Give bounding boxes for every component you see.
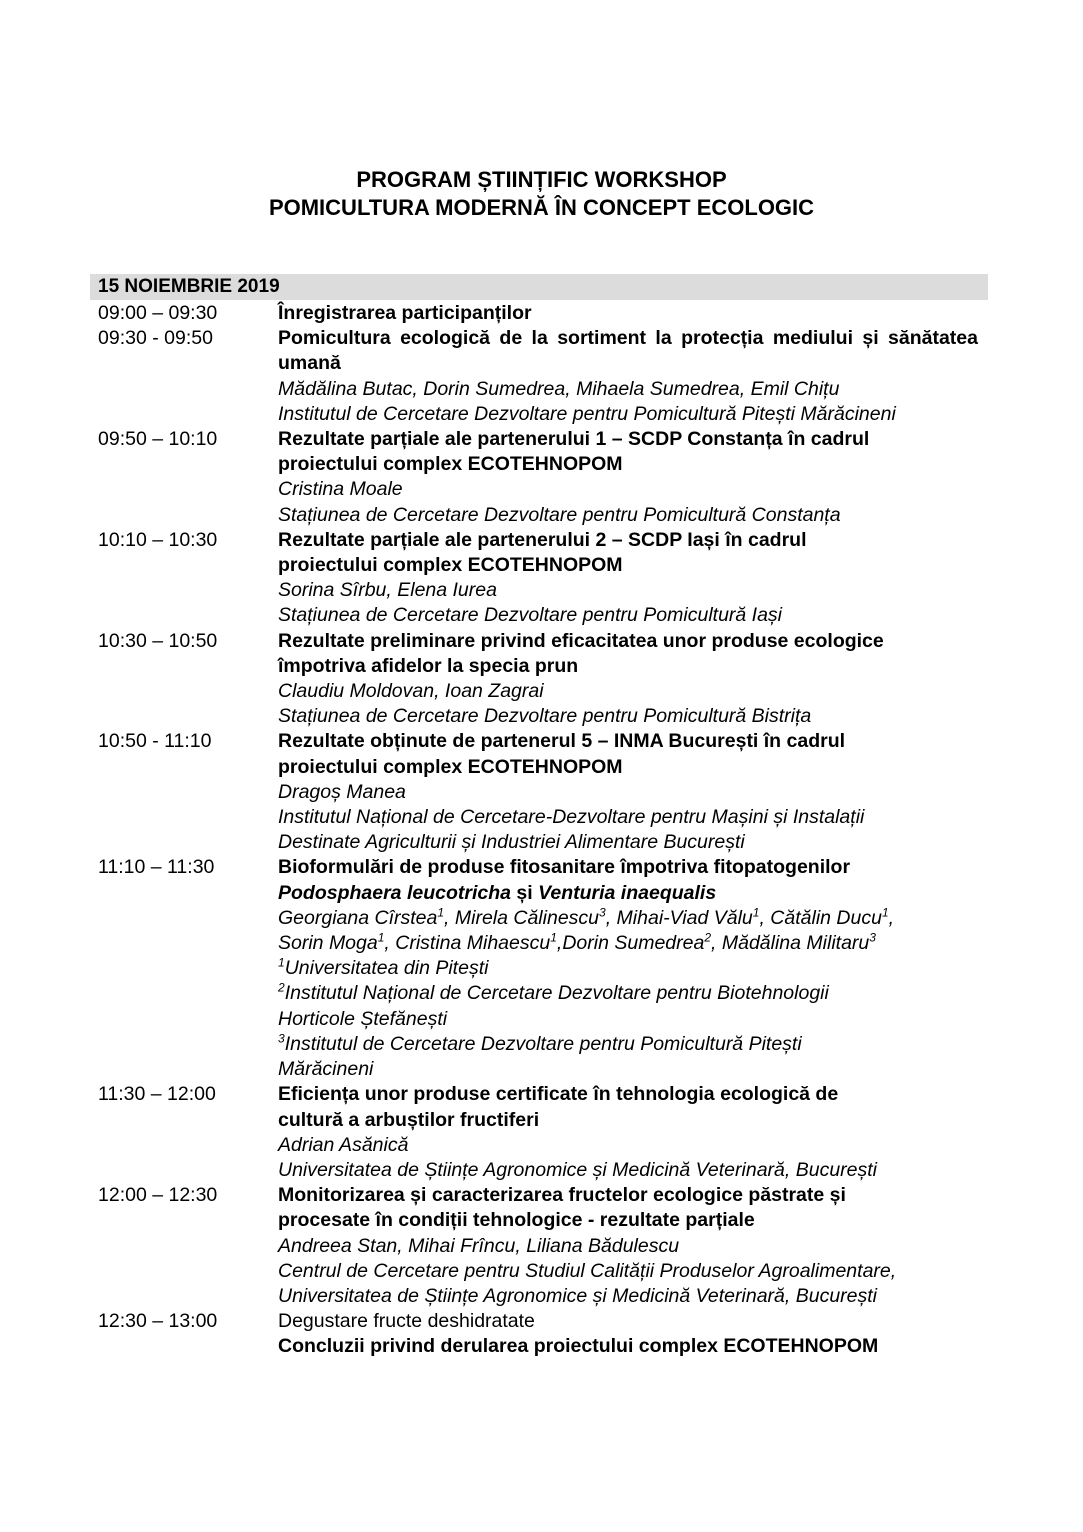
session-time: 12:30 – 13:00 [98, 1310, 218, 1333]
session-content [278, 1082, 978, 1183]
session-item: Degustare fructe deshidratate [278, 1310, 535, 1333]
day-header: 15 NOIEMBRIE 2019 [90, 274, 988, 300]
schedule-row [98, 427, 978, 528]
author-affiliation-mark: 1 [437, 905, 445, 920]
schedule-table [98, 301, 978, 1360]
session-institution-cont: Destinate Agriculturii și Industriei Alimentare București [278, 831, 745, 854]
session-time: 11:10 – 11:30 [98, 856, 215, 879]
affiliation-text: Universitatea din Pitești [284, 957, 489, 980]
session-authors: Cristina Moale [278, 478, 403, 501]
schedule-row [98, 1309, 978, 1359]
session-title: Rezultate parțiale ale partenerului 2 – SCDP Iași în cadrul [278, 528, 807, 551]
affiliation-line [278, 956, 978, 981]
session-authors: Adrian Asănică [278, 1133, 409, 1156]
author-name: Cristina Mihaescu [395, 932, 551, 955]
author-separator: , [605, 906, 617, 929]
session-institution: Stațiunea de Cercetare Dezvoltare pentru Pomicultură Bistrița [278, 705, 812, 728]
session-title-cont: proiectului complex ECOTEHNOPOM [278, 755, 623, 778]
session-institution: Stațiunea de Cercetare Dezvoltare pentru Pomicultură Iași [278, 604, 783, 627]
session-authors: Claudiu Moldovan, Ioan Zagrai [278, 680, 544, 703]
session-time: 09:30 - 09:50 [98, 327, 213, 350]
author-affiliation-mark: 3 [869, 930, 876, 945]
affiliation-mark: 3 [278, 1031, 285, 1046]
session-title: Rezultate obținute de partenerul 5 – INMA București în cadrul [278, 730, 846, 753]
author-name: Cătălin Ducu [770, 906, 882, 929]
session-time: 09:50 – 10:10 [98, 428, 218, 451]
author-affiliation-mark: 1 [377, 930, 385, 945]
schedule-row [98, 629, 978, 730]
session-content [278, 301, 978, 326]
session-content [278, 855, 978, 1082]
session-authors: Mădălina Butac, Dorin Sumedrea, Mihaela Sumedrea, Emil Chițu [278, 377, 840, 400]
affiliation-text: Institutul de Cercetare Dezvoltare pentru Pomicultură Pitești [284, 1032, 802, 1055]
author-affiliation-mark: 1 [752, 905, 760, 920]
session-content [278, 528, 978, 629]
session-time: 09:00 – 09:30 [98, 302, 218, 324]
session-content [278, 326, 978, 427]
session-time: 11:30 – 12:00 [98, 1083, 216, 1106]
session-authors: Dragoș Manea [278, 780, 406, 803]
schedule-row [98, 528, 978, 629]
session-authors: Sorina Sîrbu, Elena Iurea [278, 579, 497, 602]
session-title: Eficiența unor produse certificate în tehnologia ecologică de [278, 1083, 839, 1106]
session-authors: Andreea Stan, Mihai Frîncu, Liliana Bădulescu [278, 1234, 680, 1257]
author-separator: , [556, 932, 563, 955]
author-name: Sorin Moga [278, 932, 378, 955]
affiliation-mark: 2 [278, 980, 285, 995]
session-institution: Institutul de Cercetare Dezvoltare pentru Pomicultură Pitești Mărăcineni [278, 402, 896, 425]
species-name: Podosphaera leucotricha [278, 881, 511, 904]
document-title [0, 166, 1083, 222]
session-title-cont: împotriva afidelor la specia prun [278, 654, 579, 677]
session-title: Rezultate parțiale ale partenerului 1 – SCDP Constanța în cadrul [278, 428, 870, 451]
schedule-row [98, 301, 978, 326]
schedule-row [98, 855, 978, 1082]
session-title-cont: proiectului complex ECOTEHNOPOM [278, 554, 623, 577]
affiliation-line-cont: Mărăcineni [278, 1058, 374, 1081]
author-affiliation-mark: 3 [599, 905, 606, 920]
author-name: Mirela Călinescu [454, 906, 600, 929]
session-institution: Stațiunea de Cercetare Dezvoltare pentru Pomicultură Constanța [278, 503, 841, 526]
session-authors [278, 906, 978, 931]
author-separator: , [444, 906, 455, 929]
session-content [278, 1183, 978, 1309]
author-affiliation-mark: 1 [881, 905, 889, 920]
session-institution: Institutul Național de Cercetare-Dezvoltare pentru Mașini și Instalații [278, 806, 865, 829]
session-title-cont: cultură a arbuștilor fructiferi [278, 1108, 540, 1131]
session-time: 12:00 – 12:30 [98, 1184, 218, 1207]
session-title-cont [278, 881, 978, 906]
affiliation-line [278, 981, 978, 1006]
session-title: Monitorizarea și caracterizarea fructelor ecologice păstrate și [278, 1184, 846, 1207]
author-separator: , [759, 906, 771, 929]
schedule-row [98, 1082, 978, 1183]
affiliation-line [278, 1032, 978, 1057]
session-time: 10:10 – 10:30 [98, 528, 218, 551]
session-time: 10:30 – 10:50 [98, 629, 218, 652]
author-name: Dorin Sumedrea [562, 932, 705, 955]
schedule-row [98, 1183, 978, 1309]
affiliation-mark: 1 [278, 955, 285, 970]
session-institution: Centrul de Cercetare pentru Studiul Calității Produselor Agroalimentare, [278, 1259, 897, 1282]
session-content [278, 427, 978, 528]
author-separator: , [888, 906, 895, 929]
schedule-row [98, 729, 978, 855]
session-title-cont: proiectului complex ECOTEHNOPOM [278, 453, 623, 476]
author-name: Mihai-Viad Vălu [616, 906, 753, 929]
species-name: Venturia inaequalis [538, 881, 717, 904]
session-title: Rezultate preliminare privind eficacitatea unor produse ecologice [278, 629, 884, 652]
author-separator: , [384, 932, 396, 955]
author-separator: , [711, 932, 722, 955]
session-authors-cont [278, 931, 978, 956]
session-content [278, 1309, 978, 1359]
author-name: Georgiana Cîrstea [278, 906, 438, 929]
session-content [278, 729, 978, 855]
affiliation-text: Institutul Național de Cercetare Dezvoltare pentru Biotehnologii [284, 982, 829, 1005]
author-affiliation-mark: 2 [704, 930, 712, 945]
affiliation-line-cont: Horticole Ștefănești [278, 1007, 448, 1030]
session-time: 10:50 - 11:10 [98, 730, 212, 753]
session-title: Pomicultura ecologică de la sortiment la protecția mediului și sănătatea umană [278, 327, 978, 375]
title-line-2: POMICULTURA MODERNĂ ÎN CONCEPT ECOLOGIC [268, 195, 815, 220]
species-conjunction: și [516, 881, 533, 904]
author-name: Mădălina Militaru [721, 932, 870, 955]
session-title-cont: procesate în condiții tehnologice - rezultate parțiale [278, 1209, 755, 1232]
author-affiliation-mark: 1 [550, 930, 557, 945]
session-title: Bioformulări de produse fitosanitare împotriva fitopatogenilor [278, 856, 851, 879]
session-content [278, 629, 978, 730]
session-title: Înregistrarea participanților [278, 302, 532, 324]
session-institution-cont: Universitatea de Științe Agronomice și Medicină Veterinară, București [278, 1284, 878, 1307]
schedule-row [98, 326, 978, 427]
session-title: Concluzii privind derularea proiectului complex ECOTEHNOPOM [278, 1335, 879, 1358]
session-institution: Universitatea de Științe Agronomice și Medicină Veterinară, București [278, 1158, 878, 1181]
title-line-1: PROGRAM ȘTIINȚIFIC WORKSHOP [356, 167, 727, 192]
